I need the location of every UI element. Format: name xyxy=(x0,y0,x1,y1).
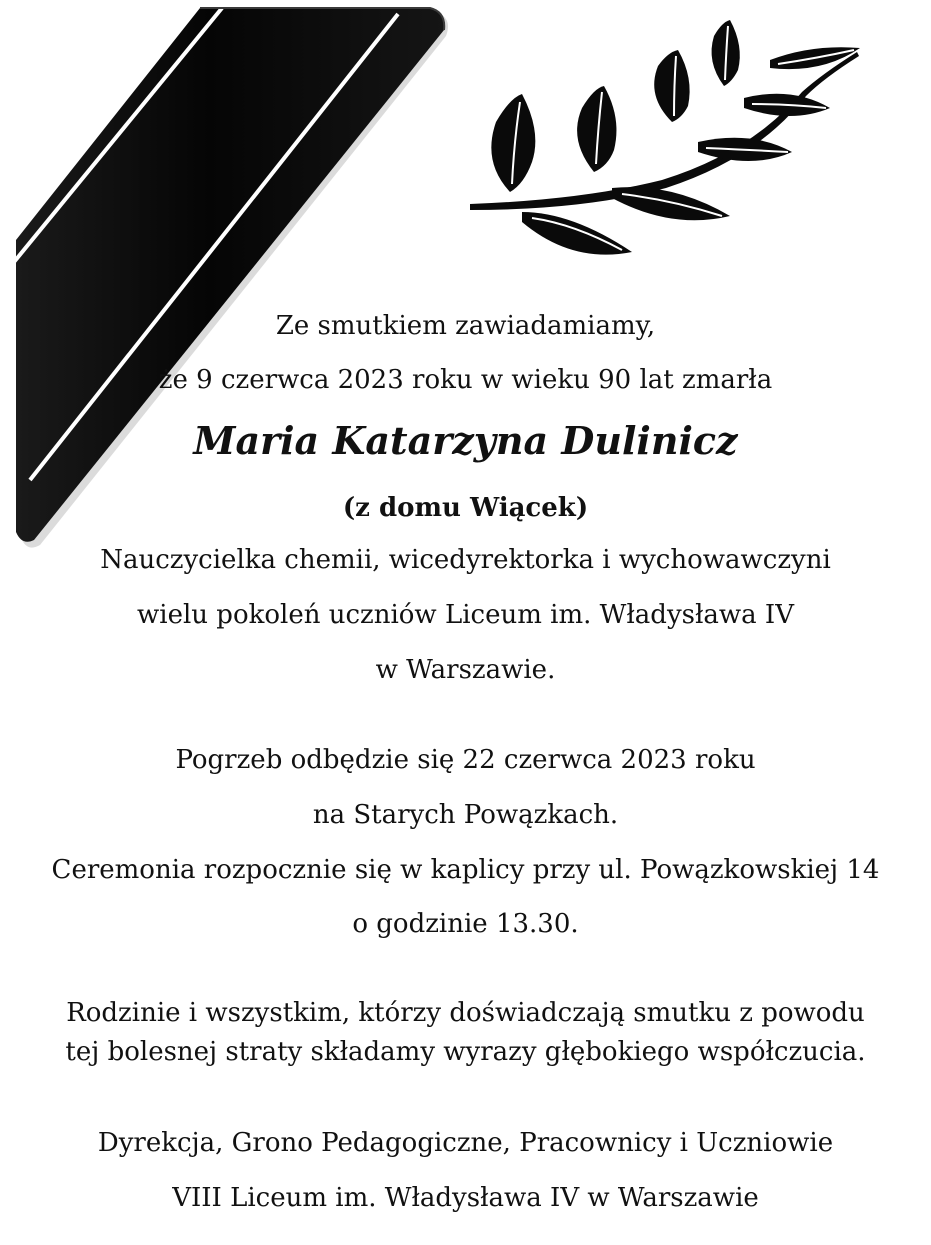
funeral-line-3: Ceremonia rozpocznie się w kaplicy przy ul. Powązkowskiej 14 xyxy=(51,855,880,885)
signature-line-2: VIII Liceum im. Władysława IV w Warszawie xyxy=(172,1183,759,1213)
maiden-name: (z domu Wiącek) xyxy=(342,493,589,523)
olive-branch-icon xyxy=(462,12,872,262)
role-line-1: Nauczycielka chemii, wicedyrektorka i wychowawczyni xyxy=(100,545,831,575)
funeral-line-4: o godzinie 13.30. xyxy=(352,909,579,939)
condolence-line-2: tej bolesnej straty składamy wyrazy głębokiego współczucia. xyxy=(65,1037,866,1067)
condolence-line-1: Rodzinie i wszystkim, którzy doświadczają smutku z powodu xyxy=(66,998,865,1028)
role-line-2: wielu pokoleń uczniów Liceum im. Władysława IV xyxy=(137,600,794,630)
deceased-name: Maria Katarzyna Dulinicz xyxy=(193,418,738,463)
intro-line-1: Ze smutkiem zawiadamiamy, xyxy=(275,311,656,341)
signature-line-1: Dyrekcja, Grono Pedagogiczne, Pracownicy i Uczniowie xyxy=(97,1128,834,1158)
funeral-line-1: Pogrzeb odbędzie się 22 czerwca 2023 roku xyxy=(175,745,756,775)
funeral-line-2: na Starych Powązkach. xyxy=(312,800,619,830)
role-line-3: w Warszawie. xyxy=(375,655,556,685)
intro-line-2: że 9 czerwca 2023 roku w wieku 90 lat zmarła xyxy=(158,365,773,395)
mourning-ribbon-icon xyxy=(0,0,460,560)
